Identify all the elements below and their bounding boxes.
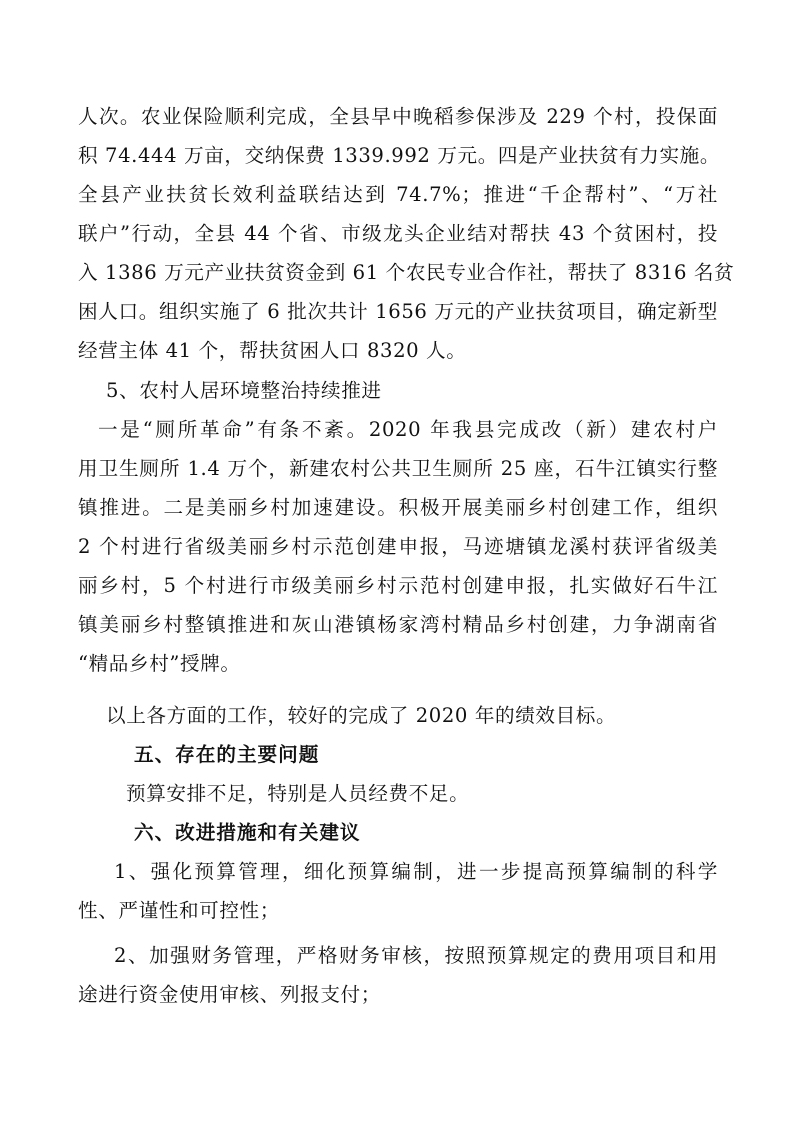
paragraph-line: 入 1386 万元产业扶贫资金到 61 个农民专业合作社，帮扶了 8316 名贫 bbox=[78, 261, 735, 284]
paragraph-line: 联户”行动，全县 44 个省、市级龙头企业结对帮扶 43 个贫困村，投 bbox=[78, 222, 718, 245]
paragraph-line: 镇推进。二是美丽乡村加速建设。积极开展美丽乡村创建工作，组织 bbox=[78, 496, 718, 519]
paragraph-line: 人次。农业保险顺利完成，全县早中晚稻参保涉及 229 个村，投保面 bbox=[78, 105, 718, 128]
paragraph-line: 丽乡村，5 个村进行市级美丽乡村示范村创建申报，扎实做好石牛江 bbox=[78, 574, 718, 597]
measure-line: 途进行资金使用审核、列报支付； bbox=[78, 983, 381, 1006]
paragraph-line: 镇美丽乡村整镇推进和灰山港镇杨家湾村精品乡村创建，力争湖南省 bbox=[78, 613, 718, 636]
paragraph-line: 积 74.444 万亩，交纳保费 1339.992 万元。四是产业扶贫有力实施。 bbox=[78, 144, 721, 167]
paragraph-line: 用卫生厕所 1.4 万个，新建农村公共卫生厕所 25 座，石牛江镇实行整 bbox=[78, 457, 718, 480]
measure-line: 2、加强财务管理，严格财务审核，按照预算规定的费用项目和用 bbox=[114, 944, 718, 967]
paragraph-line: 经营主体 41 个，帮扶贫困人口 8320 人。 bbox=[78, 339, 467, 362]
measure-line: 性、严谨性和可控性； bbox=[78, 899, 280, 922]
problem-text: 预算安排不足，特别是人员经费不足。 bbox=[126, 782, 470, 805]
summary-text: 以上各方面的工作，较好的完成了 2020 年的绩效目标。 bbox=[106, 704, 617, 727]
paragraph-line: “精品乡村”授牌。 bbox=[78, 652, 241, 675]
paragraph-line: 全县产业扶贫长效利益联结达到 74.7%；推进“千企帮村”、“万社 bbox=[78, 183, 718, 206]
section-title: 5、农村人居环境整治持续推进 bbox=[106, 379, 382, 402]
heading-measures: 六、改进措施和有关建议 bbox=[134, 821, 361, 844]
measure-line: 1、强化预算管理，细化预算编制，进一步提高预算编制的科学 bbox=[114, 860, 718, 883]
paragraph-line: 一是“厕所革命”有条不紊。2020 年我县完成改（新）建农村户 bbox=[98, 418, 718, 441]
paragraph-line: 困人口。组织实施了 6 批次共计 1656 万元的产业扶贫项目，确定新型 bbox=[78, 300, 718, 323]
paragraph-line: 2 个村进行省级美丽乡村示范创建申报，马迹塘镇龙溪村获评省级美 bbox=[78, 535, 718, 558]
heading-problems: 五、存在的主要问题 bbox=[134, 743, 320, 766]
